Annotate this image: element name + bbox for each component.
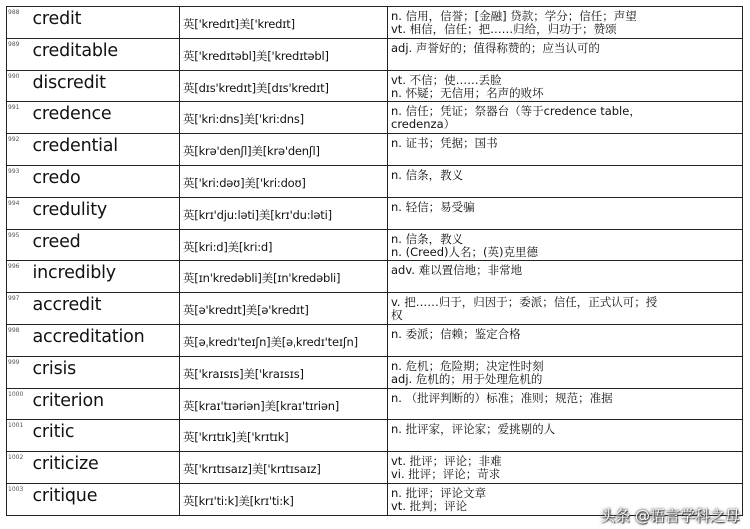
headword: incredibly	[31, 261, 180, 293]
entry-number: 1002	[7, 452, 31, 484]
table-row	[7, 197, 743, 229]
definition-line: n. 信任；凭证；祭器台（等于credence table，	[391, 104, 641, 119]
table-row	[7, 229, 743, 261]
pronunciation: 英[krɪ'dju:ləti]美[krɪ'du:ləti]	[180, 197, 388, 229]
definition-line: n. 信用，信誉；[金融] 贷款；学分；信任；声望	[391, 9, 637, 23]
definition-line: n. 危机；危险期；决定性时刻	[391, 358, 544, 373]
definition-line: n. 怀疑；无信用；名声的败坏	[391, 85, 544, 100]
definition-line: v. 把……归于，归因于；委派；信任，正式认可；授	[391, 295, 658, 310]
table-row	[7, 38, 743, 70]
definition-line: vt. 批评；评论；非难	[391, 454, 502, 469]
table-row	[7, 102, 743, 134]
pronunciation: 英[kri:d]美[kri:d]	[180, 229, 388, 261]
definition	[388, 197, 743, 229]
headword: accreditation	[31, 324, 180, 356]
definition-line: adj. 危机的；用于处理危机的	[391, 371, 543, 386]
pronunciation: 英['kri:dəʊ]美['kri:doʊ]	[180, 165, 388, 197]
entry-number: 995	[7, 229, 31, 261]
entry-number: 990	[7, 70, 31, 102]
pronunciation: 英[ə'kredɪt]美[ə'kredɪt]	[180, 293, 388, 325]
definition	[388, 134, 743, 166]
definition	[388, 388, 743, 420]
definition	[388, 165, 743, 197]
table-row	[7, 324, 743, 356]
definition	[388, 261, 743, 293]
pronunciation: 英['kredɪt]美['kredɪt]	[180, 7, 388, 39]
entry-number: 994	[7, 197, 31, 229]
pronunciation: 英['krɪtɪsaɪz]美['krɪtɪsaɪz]	[180, 452, 388, 484]
table-row	[7, 420, 743, 452]
table-row	[7, 388, 743, 420]
headword: credential	[31, 134, 180, 166]
entry-number: 998	[7, 324, 31, 356]
table-row	[7, 165, 743, 197]
entry-number: 999	[7, 356, 31, 388]
definition-line: vt. 不信；使……丢脸	[391, 72, 502, 87]
entry-number: 988	[7, 7, 31, 39]
table-row	[7, 7, 743, 39]
pronunciation: 英[kraɪ'tɪəriən]美[kraɪ'tɪriən]	[180, 388, 388, 420]
headword: critique	[31, 483, 180, 515]
definition-line: vt. 批判；评论	[391, 498, 468, 513]
entry-number: 1001	[7, 420, 31, 452]
definition-line: n. 批评；评论文章	[391, 485, 487, 500]
vocabulary-rows	[7, 7, 743, 516]
pronunciation: 英[krɪ'ti:k]美[krɪ'ti:k]	[180, 483, 388, 515]
headword: creditable	[31, 38, 180, 70]
headword: critic	[31, 420, 180, 452]
definition	[388, 38, 743, 70]
definition-line: n. 委派；信赖；鉴定合格	[391, 326, 521, 341]
headword: criticize	[31, 452, 180, 484]
definition-line: n. 信条，教义	[391, 231, 464, 246]
pronunciation: 英['kredɪtəbl]美['kredɪtəbl]	[180, 38, 388, 70]
table-row	[7, 293, 743, 325]
pronunciation: 英[krə'denʃl]美[krə'denʃl]	[180, 134, 388, 166]
headword: crisis	[31, 356, 180, 388]
pronunciation: 英['kraɪsɪs]美['kraɪsɪs]	[180, 356, 388, 388]
headword: accredit	[31, 293, 180, 325]
entry-number: 992	[7, 134, 31, 166]
pronunciation: 英['krɪtɪk]美['krɪtɪk]	[180, 420, 388, 452]
definition	[388, 7, 743, 39]
entry-number: 1003	[7, 483, 31, 515]
definition-line: n. 证书；凭据；国书	[391, 136, 498, 151]
definition-line: n. 批评家，评论家；爱挑剔的人	[391, 422, 556, 437]
pronunciation: 英[əˌkredɪ'teɪʃn]美[əˌkredɪ'teɪʃn]	[180, 324, 388, 356]
vocabulary-sheet	[6, 6, 742, 516]
pronunciation: 英['kri:dns]美['kri:dns]	[180, 102, 388, 134]
pronunciation: 英[ɪn'kredəbli]美[ɪn'kredəbli]	[180, 261, 388, 293]
definition-line: credenza）	[391, 117, 456, 132]
definition-line: adv. 难以置信地；非常地	[391, 263, 523, 278]
definition-line: n. 轻信；易受骗	[391, 199, 475, 214]
table-row	[7, 134, 743, 166]
entry-number: 989	[7, 38, 31, 70]
watermark: 头条 @语言学科之母	[600, 507, 740, 525]
definition-line: vi. 批评；评论；苛求	[391, 467, 501, 482]
definition-line: vt. 相信，信任；把……归给，归功于；赞颂	[391, 22, 617, 36]
definition	[388, 452, 743, 484]
table-row	[7, 356, 743, 388]
definition-line: 权	[391, 308, 403, 323]
entry-number: 1000	[7, 388, 31, 420]
definition-line: n. 信条，教义	[391, 167, 464, 182]
vocabulary-table	[6, 6, 743, 516]
headword: creed	[31, 229, 180, 261]
table-row	[7, 261, 743, 293]
table-row	[7, 452, 743, 484]
headword: credo	[31, 165, 180, 197]
definition-line: adj. 声誉好的；值得称赞的；应当认可的	[391, 40, 600, 55]
entry-number: 991	[7, 102, 31, 134]
definition	[388, 356, 743, 388]
definition	[388, 70, 743, 102]
definition	[388, 229, 743, 261]
definition	[388, 293, 743, 325]
definition	[388, 102, 743, 134]
headword: discredit	[31, 70, 180, 102]
definition-line: n. （批评判断的）标准；准则；规范；准据	[391, 390, 613, 405]
definition	[388, 420, 743, 452]
definition	[388, 324, 743, 356]
entry-number: 993	[7, 165, 31, 197]
entry-number: 996	[7, 261, 31, 293]
definition-line: n. (Creed)人名；(英)克里德	[391, 244, 539, 259]
table-row	[7, 70, 743, 102]
entry-number: 997	[7, 293, 31, 325]
headword: credulity	[31, 197, 180, 229]
headword: credence	[31, 102, 180, 134]
headword: credit	[31, 7, 180, 39]
pronunciation: 英[dɪs'kredɪt]美[dɪs'kredɪt]	[180, 70, 388, 102]
headword: criterion	[31, 388, 180, 420]
